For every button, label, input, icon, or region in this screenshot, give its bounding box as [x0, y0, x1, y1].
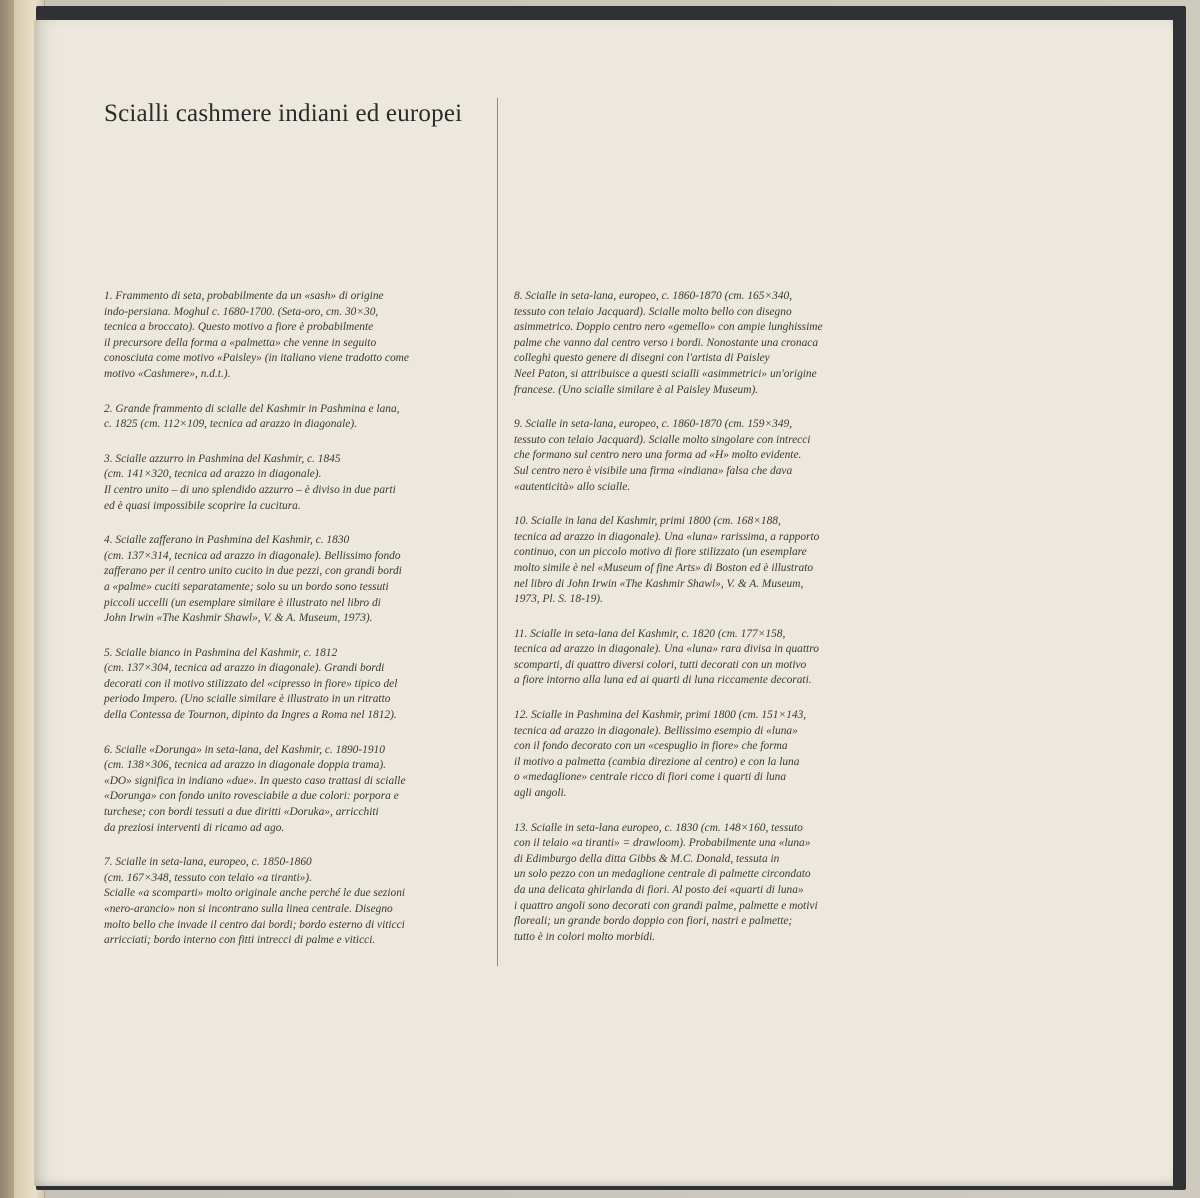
entry-line: piccoli uccelli (un esemplare similare è illustrato nel libro di — [104, 596, 381, 609]
entry-line: arricciati; bordo interno con fitti intrecci di palme e viticci. — [104, 934, 376, 947]
entry-line: 1. Frammento di seta, probabilmente da un «sash» di origine — [104, 290, 384, 302]
entry-line: di Edimburgo della ditta Gibbs & M.C. Donald, tessuta in — [514, 852, 780, 865]
binding-edge — [0, 0, 14, 1198]
entry-line: (cm. 137×304, tecnica ad arazzo in diagonale). Grandi bordi — [104, 662, 385, 675]
entry-line: 9. Scialle in seta-lana, europeo, c. 1860-1870 (cm. 159×349, — [514, 418, 793, 431]
entry-line: o «medaglione» centrale ricco di fiori come i quarti di luna — [514, 771, 787, 784]
entry-line: tecnica ad arazzo in diagonale). Bellissimo esempio di «luna» — [514, 724, 798, 737]
page-title: Scialli cashmere indiani ed europei — [104, 100, 463, 127]
entry-line: tecnica a broccato). Questo motivo a fiore è probabilmente — [104, 321, 374, 334]
catalog-entry — [104, 533, 482, 627]
catalog-entry — [104, 646, 482, 724]
entry-line: John Irwin «The Kashmir Shawl», V. & A. Museum, 1973). — [104, 612, 373, 625]
catalog-entry — [514, 708, 892, 802]
entry-line: Neel Paton, si attribuisce a questi scialli «asimmetrici» un'origine — [514, 367, 817, 380]
entry-line: c. 1825 (cm. 112×109, tecnica ad arazzo in diagonale). — [104, 418, 357, 431]
entry-line: Scialle «a scomparti» molto originale anche perché le due sezioni — [104, 887, 406, 900]
entry-line: che formano sul centro nero una forma ad «H» molto evidente. — [514, 449, 802, 462]
entry-line: «Dorunga» con fondo unito rovesciabile a due colori: porpora e — [104, 790, 399, 803]
entry-line: con il telaio «a tiranti» = drawloom). Probabilmente una «luna» — [514, 837, 811, 850]
entry-line: 7. Scialle in seta-lana, europeo, c. 1850-1860 — [104, 856, 312, 869]
right-column — [514, 289, 892, 964]
catalog-entry — [104, 402, 482, 433]
entry-line: floreali; un grande bordo doppio con fiori, nastri e palmette; — [514, 915, 793, 928]
entry-line: molto simile è nel «Museum of fine Arts» di Boston ed è illustrato — [514, 561, 814, 574]
entry-line: della Contessa de Tournon, dipinto da Ingres a Roma nel 1812). — [104, 709, 397, 722]
entry-line: francese. (Uno scialle similare è al Paisley Museum). — [514, 383, 759, 396]
entry-line: continuo, con un piccolo motivo di fiore stilizzato (un esemplare — [514, 546, 807, 559]
entry-line: 4. Scialle zafferano in Pashmina del Kashmir, c. 1830 — [104, 534, 350, 547]
entry-line: 13. Scialle in seta-lana europeo, c. 1830 (cm. 148×160, tessuto — [514, 821, 803, 834]
entry-line: 6. Scialle «Dorunga» in seta-lana, del Kashmir, c. 1890-1910 — [104, 743, 385, 756]
catalog-entry — [514, 627, 892, 689]
column-divider — [497, 98, 498, 966]
entry-line: 10. Scialle in lana del Kashmir, primi 1800 (cm. 168×188, — [514, 515, 781, 528]
entry-line: tecnica ad arazzo in diagonale). Una «luna» rara divisa in quattro — [514, 643, 819, 656]
entry-line: Sul centro nero è visibile una firma «indiana» falsa che dava — [514, 464, 793, 477]
entry-line: (cm. 141×320, tecnica ad arazzo in diagonale). — [104, 468, 322, 481]
entry-line: da preziosi interventi di ricamo ad ago. — [104, 821, 285, 834]
entry-line: con il fondo decorato con un «cespuglio in fiore» che forma — [514, 740, 788, 753]
entry-line: (cm. 138×306, tecnica ad arazzo in diagonale doppia trama). — [104, 759, 386, 772]
entry-line: conosciuta come motivo «Paisley» (in italiano viene tradotto come — [104, 352, 409, 365]
entry-line: i quattro angoli sono decorati con grandi palme, palmette e motivi — [514, 899, 818, 912]
entry-line: «autenticità» allo scialle. — [514, 480, 631, 493]
entry-line: 12. Scialle in Pashmina del Kashmir, primi 1800 (cm. 151×143, — [514, 709, 807, 722]
catalog-entry — [514, 417, 892, 495]
entry-line: il precursore della forma a «palmetta» che venne in seguito — [104, 336, 377, 349]
entry-line: ed è quasi impossibile scoprire la cucitura. — [104, 499, 301, 512]
entry-line: Il centro unito – di uno splendido azzurro – è diviso in due parti — [104, 483, 396, 496]
entry-line: 8. Scialle in seta-lana, europeo, c. 1860-1870 (cm. 165×340, — [514, 290, 793, 302]
entry-line: tecnica ad arazzo in diagonale). Una «luna» rarissima, a rapporto — [514, 530, 820, 543]
entry-line: molto bello che invade il centro dai bordi; bordo esterno di viticci — [104, 918, 405, 931]
entry-line: 11. Scialle in seta-lana del Kashmir, c. 1820 (cm. 177×158, — [514, 627, 786, 640]
entry-line: tessuto con telaio Jacquard). Scialle molto singolare con intrecci — [514, 433, 811, 446]
entry-line: tutto è in colori molto morbidi. — [514, 930, 656, 943]
entry-line: agli angoli. — [514, 787, 567, 800]
entry-line: turchese; con bordi tessuti a due diritti «Doruka», arricchiti — [104, 806, 379, 819]
catalog-entry — [104, 452, 482, 514]
entry-line: un solo pezzo con un medaglione centrale di palmette circondato — [514, 868, 811, 881]
entry-line: il motivo a palmetta (cambia direzione al centro) e con la luna — [514, 755, 800, 768]
entry-line: (cm. 137×314, tecnica ad arazzo in diagonale). Bellissimo fondo — [104, 549, 401, 562]
entry-line: «nero-arancio» non si incontrano sulla linea centrale. Disegno — [104, 903, 393, 915]
entry-line: colleghi questo genere di disegni con l'artista di Paisley — [514, 352, 770, 365]
catalog-entry — [104, 289, 482, 383]
entry-line: 3. Scialle azzurro in Pashmina del Kashmir, c. 1845 — [104, 452, 341, 465]
catalog-entry — [104, 743, 482, 837]
entry-line: nel libro di John Irwin «The Kashmir Shawl», V. & A. Museum, — [514, 577, 804, 590]
entry-line: «DO» significa in indiano «due». In questo caso trattasi di scialle — [104, 774, 406, 787]
entry-line: asimmetrico. Doppio centro nero «gemello» con ampie lunghissime — [514, 321, 823, 334]
catalog-entry — [104, 855, 482, 949]
entry-line: da una delicata ghirlanda di fiori. Al posto dei «quarti di luna» — [514, 884, 804, 896]
entry-line: palme che vanno dal centro verso i bordi. Nonostante una cronaca — [514, 336, 819, 349]
entry-line: a fiore intorno alla luna ed ai quarti di luna riccamente decorati. — [514, 674, 812, 687]
entry-line: scomparti, di quattro diversi colori, tutti decorati con un motivo — [514, 658, 807, 671]
catalog-entry — [514, 289, 892, 398]
entry-line: (cm. 167×348, tessuto con telaio «a tiranti»). — [104, 871, 312, 884]
catalog-entry — [514, 514, 892, 608]
entry-line: a «palme» cuciti separatamente; solo su un bordo sono tessuti — [104, 580, 389, 593]
entry-line: zafferano per il centro unito cucito in due pezzi, con grandi bordi — [104, 565, 402, 578]
entry-line: 1973, Pl. S. 18-19). — [514, 593, 603, 606]
entry-line: periodo Impero. (Uno scialle similare è illustrato in un ritratto — [104, 693, 391, 706]
entry-line: motivo «Cashmere», n.d.t.). — [104, 367, 231, 380]
catalog-entry — [514, 821, 892, 946]
entry-line: indo-persiana. Moghul c. 1680-1700. (Seta-oro, cm. 30×30, — [104, 305, 379, 318]
entry-line: decorati con il motivo stilizzato del «cipresso in fiore» tipico del — [104, 677, 398, 690]
left-column — [104, 289, 482, 968]
entry-line: 5. Scialle bianco in Pashmina del Kashmir, c. 1812 — [104, 646, 338, 659]
entry-line: tessuto con telaio Jacquard). Scialle molto bello con disegno — [514, 305, 792, 318]
entry-line: 2. Grande frammento di scialle del Kashmir in Pashmina e lana, — [104, 402, 400, 415]
